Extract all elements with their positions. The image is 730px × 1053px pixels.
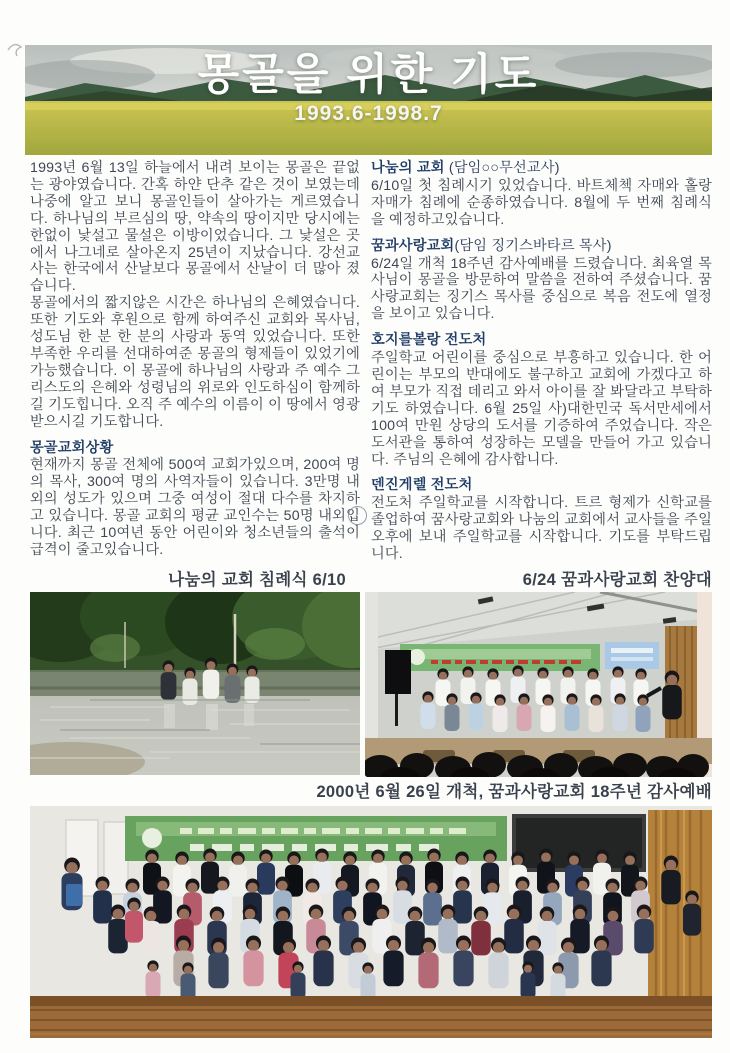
section-heading: 꿈과사랑교회 [371,237,455,254]
section-hojireubollang [371,332,712,468]
group-photo-caption: 2000년 6월 26일 개척, 꿈과사랑교회 18주년 감사예배 [316,783,712,801]
choir-photo-caption: 6/24 꿈과사랑교회 찬양대 [522,571,712,589]
right-column [371,160,712,563]
section-body: 6/10일 첫 침례시기 있었습니다. 바트체첵 자매와 홀랑 자매가 침례에 순종하였습니다. 8월에 두 번째 침례식을 예정하고있습니다. [371,177,712,228]
section-denjingerel [371,477,712,563]
section-body: 전도처 주일학교를 시작합니다. 트르 형제가 신학교를 졸업하여 꿈사랑교회와 나눔의 교회에서 교사들을 주일 오후에 보내 주일학교를 시작합니다. 기도를 부탁드립니다. [371,495,712,563]
left-column [30,160,360,559]
date-range: 1993.6-1998.7 [294,102,443,126]
section-body: 현재까지 몽골 전체에 500여 교회가있으며, 200여 명의 목사, 300여 명의 사역자들이 있습니다. 3만명 내외의 성도가 있으며 그중 여성이 절대 다수를 차지하고 있습니다. 몽골 교회의 평균 교인수는 50명 내외입니다. 최근 10여년 동안 어린이와 청소년들의 출석이 급격이 줄고있습니다. [30,457,360,558]
group-photo [30,806,712,1038]
section-heading: 덴진게렐 전도처 [371,477,473,494]
header-text-overlay [25,45,712,155]
page-title: 몽골을 위한 기도 [197,51,540,99]
section-heading-suffix: (담임○○무선교사) [444,160,560,176]
baptism-photo [30,592,360,775]
header-photo [25,45,712,155]
intro-paragraph-2: 몽골에서의 짧지않은 시간은 하나님의 은혜였습니다. 또한 기도와 후원으로 함께 하여주신 교회와 목사님, 성도님 한 분 한 분의 사랑과 동역 있었습니다. 또한 부족한 우리를 선대하여준 몽골의 형제들이 있었기에 가능했습니다. 이 몽골에 하나님의 사랑과 주 예수 그리스도의 은혜와 성령님의 위로와 인도하심이 함께하길 기도힙니다. 오직 주 예수의 이름이 이 땅에서 영광받으시길 기도합니다. [30,295,360,430]
section-nanum-church [371,160,712,229]
section-heading: 몽골교회상황 [30,439,114,456]
section-body: 6/24일 개척 18주년 감사예배를 드렸습니다. 최육열 목사님이 몽골을 방문하여 말씀을 전하여 주셨습니다. 꿈사랑교회는 징기스 목사를 중심으로 복음 전도에 열정을 보이고 있습니다. [371,255,712,323]
section-heading-suffix: (담임 징기스바타르 목사) [454,237,612,254]
section-heading: 나눔의 교회 [371,160,445,176]
intro-paragraph-1: 1993년 6월 13일 하늘에서 내려 보이는 몽골은 끝없는 광야였습니다. 간혹 하얀 단추 같은 것이 보였는데 나중에 알고 보니 몽골인들이 살아가는 게르였습니다. 하나님의 부르심의 땅, 약속의 땅이지만 당시에는 한없이 낯설고 물설은 이방이었습니다. 그 낯설은 곳에서 나그네로 살아온지 25년이 지났습니다. 강선교사는 한국에서 산날보다 몽골에서 산날이 더 많아 졌습니다. [30,160,360,295]
section-heading: 호지를볼랑 전도처 [371,332,487,349]
section-body: 주일학교 어린이를 중심으로 부흥하고 있습니다. 한 어린이는 부모의 반대에도 불구하고 교회에 가겠다고 하여 부모가 직접 데리고 와서 아이를 잘 봐달라고 부탁하기도 하였습니다. 6월 25일 사)대한민국 독서만세에서 100여 만원 상당의 도서를 기증하여 주었습니다. 작은 도서관을 통하여 성장하는 모델을 만들어 가고 있습니다. 주님의 은혜에 감사합니다. [371,350,712,468]
section-dream-love-church [371,238,712,324]
section-mongol-church-status [30,440,360,559]
baptism-photo-caption: 나눔의 교회 침례식 6/10 [168,571,346,589]
choir-photo [365,592,712,777]
circle-annotation [348,506,367,525]
